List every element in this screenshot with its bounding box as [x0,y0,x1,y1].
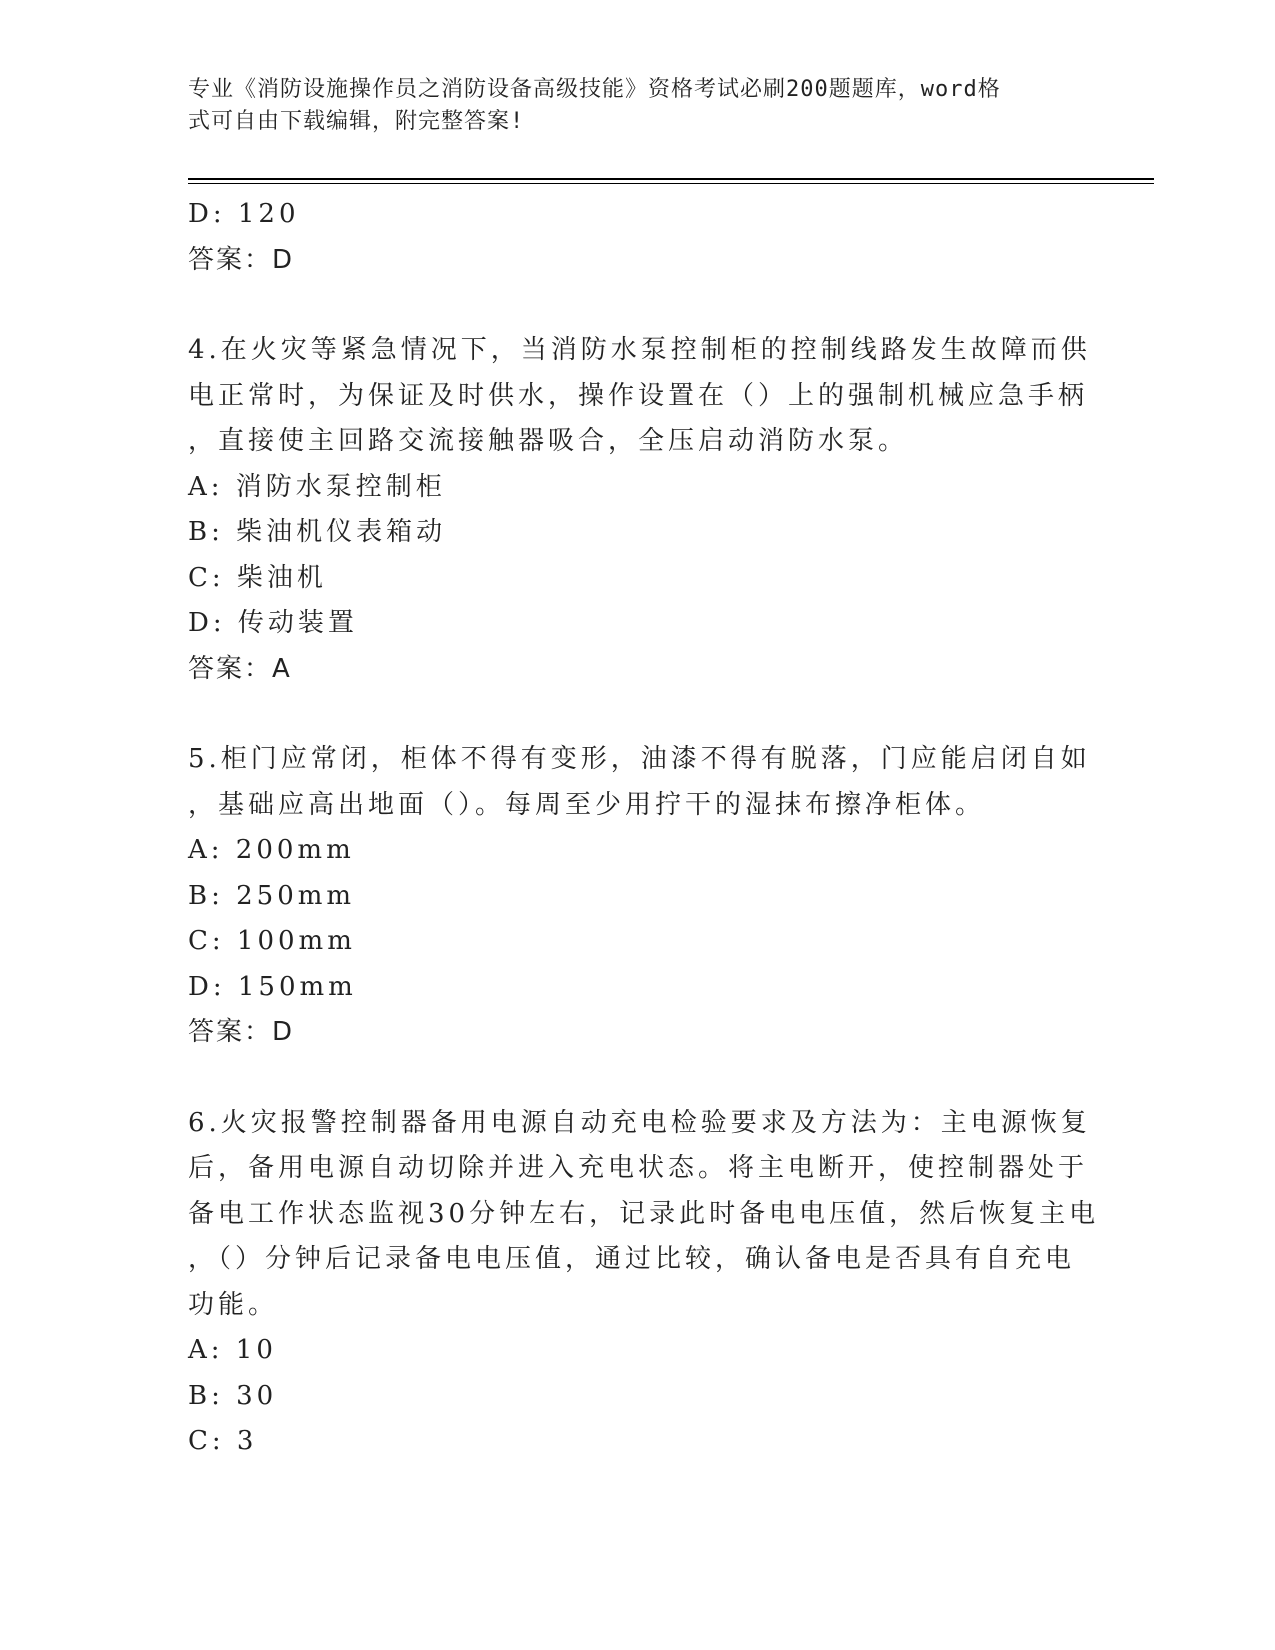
option-c: C: 100mm [188,926,356,956]
document-header [188,74,1068,138]
answer-line: 答案：D [188,1017,295,1047]
spacer [188,283,1088,328]
question-3-tail [188,192,1088,283]
header-rule-thin [188,183,1154,184]
stem-line: ，（）分钟后记录备电电压值，通过比较，确认备电是否具有自充电 [188,1244,1076,1274]
option-a: A: 200mm [188,835,355,865]
question-list [188,192,1100,1465]
spacer [188,692,1088,737]
stem-line: ，直接使主回路交流接触器吸合，全压启动消防水泵。 [188,426,909,456]
question-stem [188,737,1091,828]
stem-line: 4.在火灾等紧急情况下，当消防水泵控制柜的控制线路发生故障而供 [188,335,1091,365]
option-d: D: 120 [188,199,300,229]
option-a: A: 10 [188,1335,277,1365]
stem-line: 功能。 [188,1289,279,1320]
option-b: B: 250mm [188,880,356,911]
option-d: D: 150mm [188,971,357,1002]
stem-line: ，基础应高出地面（）。每周至少用拧干的湿抹布擦净柜体。 [188,789,986,820]
option-d: D: 传动装置 [188,608,358,638]
question-stem [188,328,1091,465]
question-stem [188,1101,1100,1329]
option-c: C: 3 [188,1426,258,1456]
stem-line: 6.火灾报警控制器备用电源自动充电检验要求及方法为：主电源恢复 [188,1107,1091,1138]
option-a: A: 消防水泵控制柜 [188,471,446,502]
stem-line: 电正常时，为保证及时供水，操作设置在（）上的强制机械应急手柄 [188,380,1089,411]
header-line-1: 专业《消防设施操作员之消防设备高级技能》资格考试必刷200题题库，word格 [188,77,1001,102]
option-c: C: 柴油机 [188,562,327,593]
spacer [188,1056,1088,1101]
answer-line: 答案：A [188,653,292,684]
header-line-2: 式可自由下载编辑，附完整答案! [188,109,525,134]
question-4 [188,328,1091,692]
answer-line: 答案：D [188,244,295,275]
stem-line: 备电工作状态监视30分钟左右，记录此时备电电压值，然后恢复主电 [188,1198,1100,1229]
stem-line: 后，备用电源自动切除并进入充电状态。将主电断开，使控制器处于 [188,1153,1089,1183]
option-b: B: 30 [188,1380,278,1411]
option-b: B: 柴油机仪表箱动 [188,517,447,547]
header-rule-thick [188,178,1154,180]
question-5 [188,737,1091,1056]
question-6 [188,1101,1100,1465]
stem-line: 5.柜门应常闭，柜体不得有变形，油漆不得有脱落，门应能启闭自如 [188,744,1091,774]
